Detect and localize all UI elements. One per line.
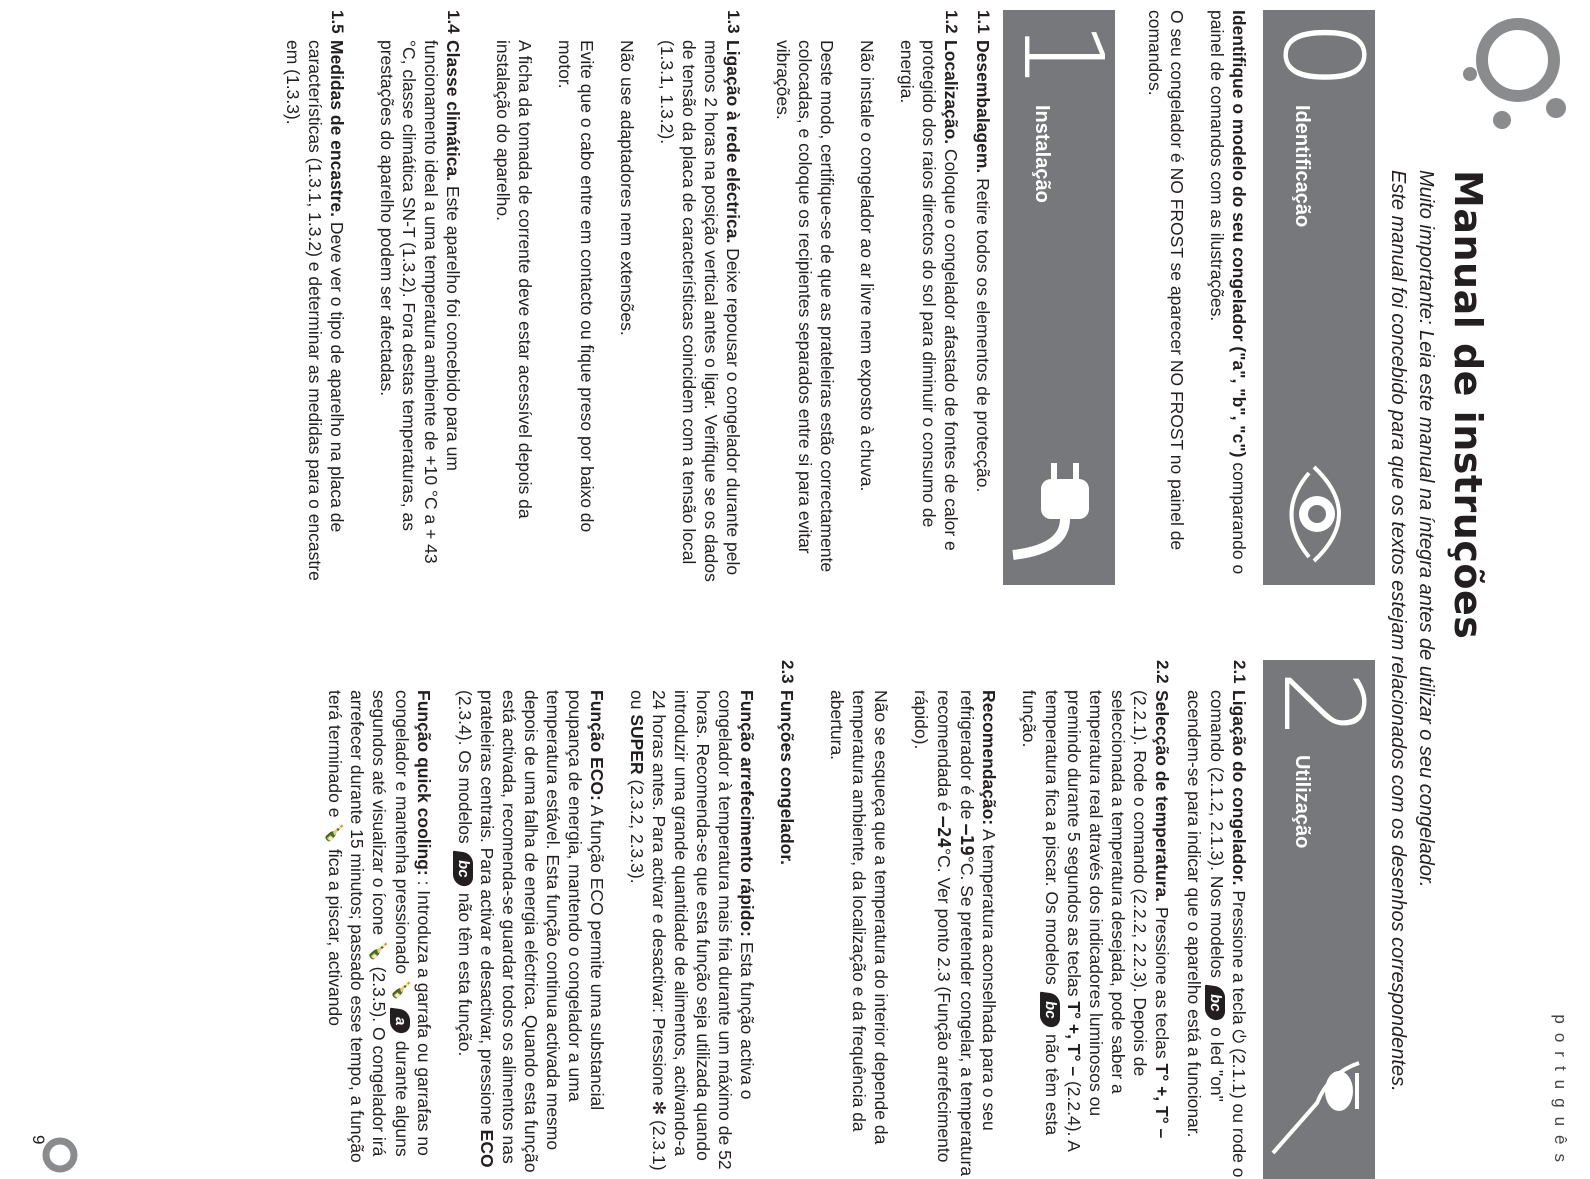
temp-display-freeze: –24 — [933, 816, 953, 849]
identificacao-nofrost-paragraph: O seu congelador é NO FROST se aparecer NO FROST no painel de comandos. — [1145, 10, 1187, 551]
identificacao-paragraph: Identifique o modelo do seu congelador ("a", "b", "c") comparando o painel de comandos com as ilustrações. — [1207, 10, 1249, 575]
eye-icon — [1269, 459, 1369, 569]
section-2-2: 2.2 Selecção de temperatura. Pressione as teclas T° +, T° – (2.2.1). Rode o comando (2.2.2, 2.2.3). Depois de seleccionada a temperatura desejada, pode saber a temperatura real através dos indicadores luminosos ou premindo durante 5 segundos as teclas T° +, T° – (2.2.4). A temperatura fica a piscar. Os modelos bc não têm esta função. Recomendação: A temperatura aconselhada para o seu refrigerador é de –19°C. Se pretender congelar, a temperatura recomendada é –24°C. Ver ponto 2.3 (Função arrefecimento rápido). Não se esqueça que a temperatura do interior depende da temperatura ambiente, da localização e da frequência da abertura. — [827, 660, 1172, 1177]
model-badge-bc: bc — [1040, 991, 1060, 1027]
section-number: 0 — [1259, 20, 1387, 90]
intro-text: Muito importante: Leia este manual na íntegra antes de utilizar o seu congelador. Este manual foi concebido para que os textos estejam relacionados com os desenhos correspondentes. — [1387, 170, 1437, 1092]
section-1-5: 1.5 Medidas de encastre. Deve ver o tipo de aparelho na placa de características (1.3.1, 1.3.2) e determinar as medidas para o encastre em (1.3.3). — [283, 10, 347, 581]
section-1-2: 1.2 Localização. Coloque o congelador afastado de fontes de calor e protegido dos raios directos do sol para diminuir o consumo de energia. Não instale o congelador ao ar livre nem exposto à chuva. Deste modo, certifique-se de que as prateleiras estão correctamente colocadas, e coloque os recipientes separados entre si para evitar vibrações. — [773, 10, 961, 573]
section-number: 1 — [999, 20, 1127, 90]
section-band-identificacao — [1259, 10, 1387, 585]
section-1-1: 1.1 Desembalagem. Retire todos os elementos de protecção. — [973, 10, 993, 493]
section-label: Instalação — [1031, 105, 1053, 203]
model-badge-a: a — [390, 1007, 410, 1034]
temp-display-rec: –19 — [956, 824, 976, 856]
page-title: Manual de instruções — [1446, 170, 1490, 640]
section-number: 2 — [1259, 670, 1387, 740]
page-number: 9 — [29, 1135, 48, 1145]
section-2-1: 2.1 Ligação do congelador. Pressione a tecla ⏻ (2.1.1) ou rode o comando (2.1.2, 2.1.3). Nos modelos bc o led "on" acendem-se para indicar que o aparelho está a funcionar. — [1184, 660, 1249, 1178]
language-label: português — [1551, 1014, 1570, 1171]
section-2-3: 2.3 Funções congelador. Função arrefecimento rápido: Esta função activa o congelador à temperatura mais fria durante um máximo de 52 horas. Recomenda-se que esta função seja utilizada quando introduzir uma grande quantidade de alimentos, activando-a 24 horas antes. Para activar e desactivar: Pressione ✻ (2.3.1) ou SUPER (2.3.2, 2.3.3). Função ECO: A função ECO permite uma substancial poupança de energia, mantendo o congelador a uma temperatura estável. Esta função continua activada mesmo depois de uma falha de energia eléctrica. Quando esta função está activada, recomenda-se guardar todos os alimentos nas prateleiras centrais. Para activar e desactivar, pressione ECO (2.3.4). Os modelos bc não têm esta função. Função quick cooling: : Introduza a garrafa ou garrafas no congelador e mantenha pressionado 🍾 a durante alguns segundos até visualizar o ícone 🍾 (2.3.5). O congelador irá arrefecer durante 15 minutos; passado esse tempo, a função terá terminado e 🍾 fica a piscar, activando — [325, 660, 797, 1173]
model-badge-bc: bc — [1205, 984, 1225, 1020]
section-1-4: 1.4 Classe climática. Este aparelho foi concebido para um funcionamento ideal a uma temperatura ambiente de +10 °C a + 43 °C, classe climática SN-T (1.3.2). Fora destas temperaturas, as prestações do aparelho podem ser afectadas. — [377, 10, 463, 564]
circle-icon — [40, 1135, 80, 1175]
column-instalacao — [272, 10, 1250, 585]
model-badge-bc: bc — [453, 850, 473, 886]
section-label: Identificação — [1291, 105, 1313, 228]
circles-logo-icon — [1460, 8, 1570, 138]
column-utilizacao — [296, 660, 1250, 1179]
section-1-3: 1.3 Ligação à rede eléctrica. Deixe repousar o congelador durante pelo menos 2 horas na posição vertical antes o ligar. Verifique se os dados de tensão da placa de características coincidem com a tensão local (1.3.1, 1.3.2). Não use adaptadores nem extensões. Evite que o cabo entre em contacto ou fique preso por baixo do motor. A ficha da tomada de corrente deve estar acessível depois da instalação do aparelho. — [493, 10, 743, 582]
section-label: Utilização — [1291, 755, 1313, 849]
section-band-utilizacao — [1259, 660, 1387, 1179]
finger-press-icon — [1269, 1053, 1369, 1163]
